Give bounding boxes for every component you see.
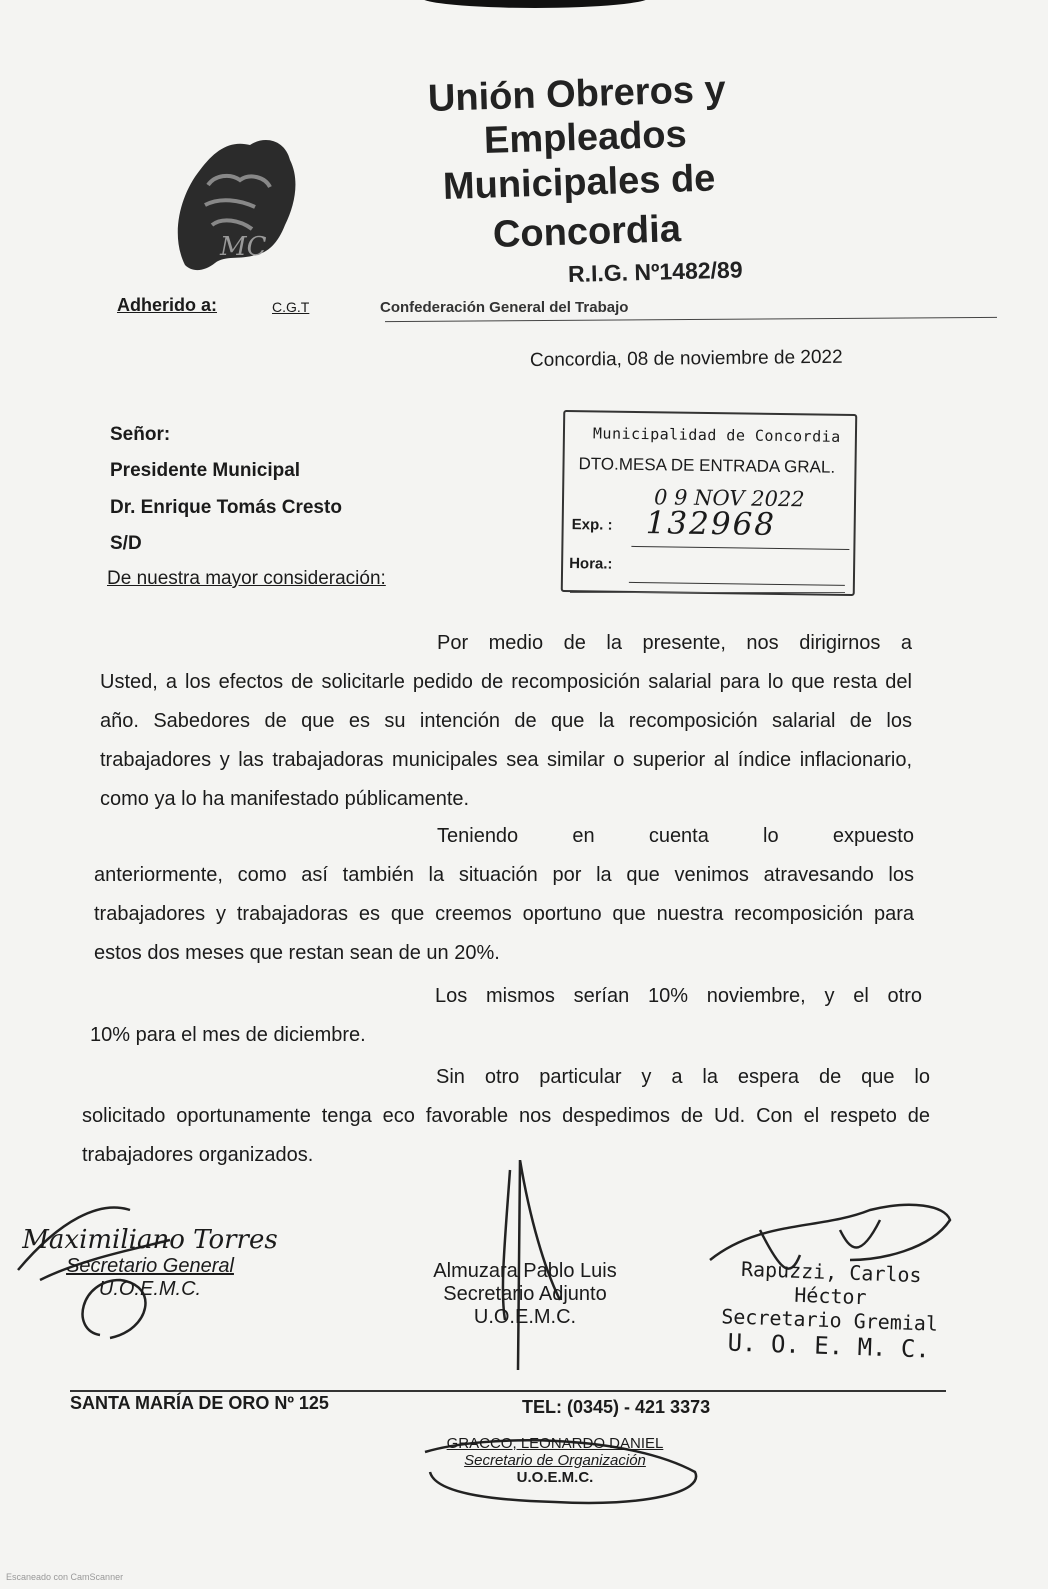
salutation: De nuestra mayor consideración: <box>107 568 386 589</box>
addressee-line-4: S/D <box>110 533 142 554</box>
signature-block-3 <box>698 1255 961 1364</box>
signature-1-name: Maximiliano Torres <box>22 1225 278 1255</box>
paragraph-2 <box>94 817 914 973</box>
signature-1-role: Secretario General <box>66 1255 234 1277</box>
title-line-4: Concordia <box>492 208 682 256</box>
dateline: Concordia, 08 de noviembre de 2022 <box>529 346 843 371</box>
stamp-exp-line <box>631 546 849 550</box>
title-line-2: Empleados <box>483 113 688 162</box>
scanner-watermark: Escaneado con CamScanner <box>6 1572 124 1582</box>
addressee-line-3: Dr. Enrique Tomás Cresto <box>110 497 342 518</box>
confederacion-label: Confederación General del Trabajo <box>380 299 629 316</box>
rig-number: R.I.G. Nº1482/89 <box>567 256 743 287</box>
adherido-label: Adherido a: <box>117 295 218 315</box>
cgt-label: C.G.T <box>272 299 310 315</box>
footer-address: SANTA MARÍA DE ORO Nº 125 <box>70 1393 329 1413</box>
stamp-exp-label: Exp. : <box>571 516 613 534</box>
stamp-hora-line <box>629 582 845 586</box>
signature-block-1 <box>20 1225 280 1301</box>
title-line-1: Unión Obreros y <box>427 68 727 120</box>
stamp-exp-number: 132968 <box>645 505 777 543</box>
scan-edge-smudge <box>420 0 650 8</box>
footer-telephone: TEL: (0345) - 421 3373 <box>522 1397 711 1417</box>
signature-1-org: U.O.E.M.C. <box>98 1278 202 1300</box>
signature-3-name: Rapuzzi, Carlos Héctor <box>740 1256 923 1310</box>
bottom-signature-stamp <box>415 1435 695 1486</box>
bottom-signature-role: Secretario de Organización <box>464 1452 646 1469</box>
signature-3-org: U. O. E. M. C. <box>727 1328 931 1364</box>
paragraph-3-rest: 10% para el mes de diciembre. <box>90 1024 366 1046</box>
title-line-3: Municipales de <box>442 157 716 208</box>
bottom-signature-org: U.O.E.M.C. <box>516 1469 594 1486</box>
stamp-department: DTO.MESA DE ENTRADA GRAL. <box>578 454 836 477</box>
signature-2-name: Almuzara Pablo Luis <box>433 1260 617 1282</box>
signature-block-2 <box>405 1260 645 1329</box>
paragraph-3 <box>90 977 922 1055</box>
signature-2-org: U.O.E.M.C. <box>473 1306 577 1328</box>
paragraph-4-rest: solicitado oportunamente tenga eco favorable nos despedimos de Ud. Con el respeto de trabajadores organizados. <box>82 1105 930 1166</box>
footer-divider <box>70 1390 946 1392</box>
stamp-hora-label: Hora.: <box>569 555 613 573</box>
svg-text:MC: MC <box>220 232 267 262</box>
union-logo <box>160 125 305 275</box>
paragraph-1 <box>100 624 912 819</box>
addressee-line-2: Presidente Municipal <box>110 460 301 481</box>
paragraph-4 <box>82 1058 930 1175</box>
signature-3-role: Secretario Gremial <box>720 1304 939 1336</box>
paragraph-4-first: Sin otro particular y a la espera de que lo <box>436 1066 930 1088</box>
paragraph-3-first: Los mismos serían 10% noviembre, y el otro <box>435 985 922 1007</box>
stamp-municipality: Municipalidad de Concordia <box>592 424 841 446</box>
paragraph-1-first: Por medio de la presente, nos dirigirnos a <box>437 632 912 654</box>
adherido-row <box>117 295 997 319</box>
bottom-signature-name: GRACCO, LEONARDO DANIEL <box>446 1435 664 1452</box>
stamp-underline <box>570 592 845 593</box>
paragraph-2-first: Teniendo en cuenta lo expuesto <box>437 825 914 847</box>
addressee-line-1: Señor: <box>110 424 171 445</box>
reception-stamp <box>561 410 858 596</box>
paragraph-2-rest: anteriormente, como así también la situación por la que venimos atravesando los trabajadores y trabajadoras es que creemos oportuno que nuestra recomposición para estos dos meses que restan sean de un 20%. <box>94 864 914 964</box>
signature-2-role: Secretario Adjunto <box>443 1283 607 1305</box>
stamp-date: 0 9 NOV 2022 <box>653 485 805 512</box>
paragraph-1-rest: Usted, a los efectos de solicitarle pedido de recomposición salarial para lo que resta del año. Sabedores de que es su intención de que la recomposición salarial de los trabajadores y las trabajadoras municipales sea similar o superior al índice inflacionario, como ya lo ha manifestado públicamente. <box>100 671 912 810</box>
